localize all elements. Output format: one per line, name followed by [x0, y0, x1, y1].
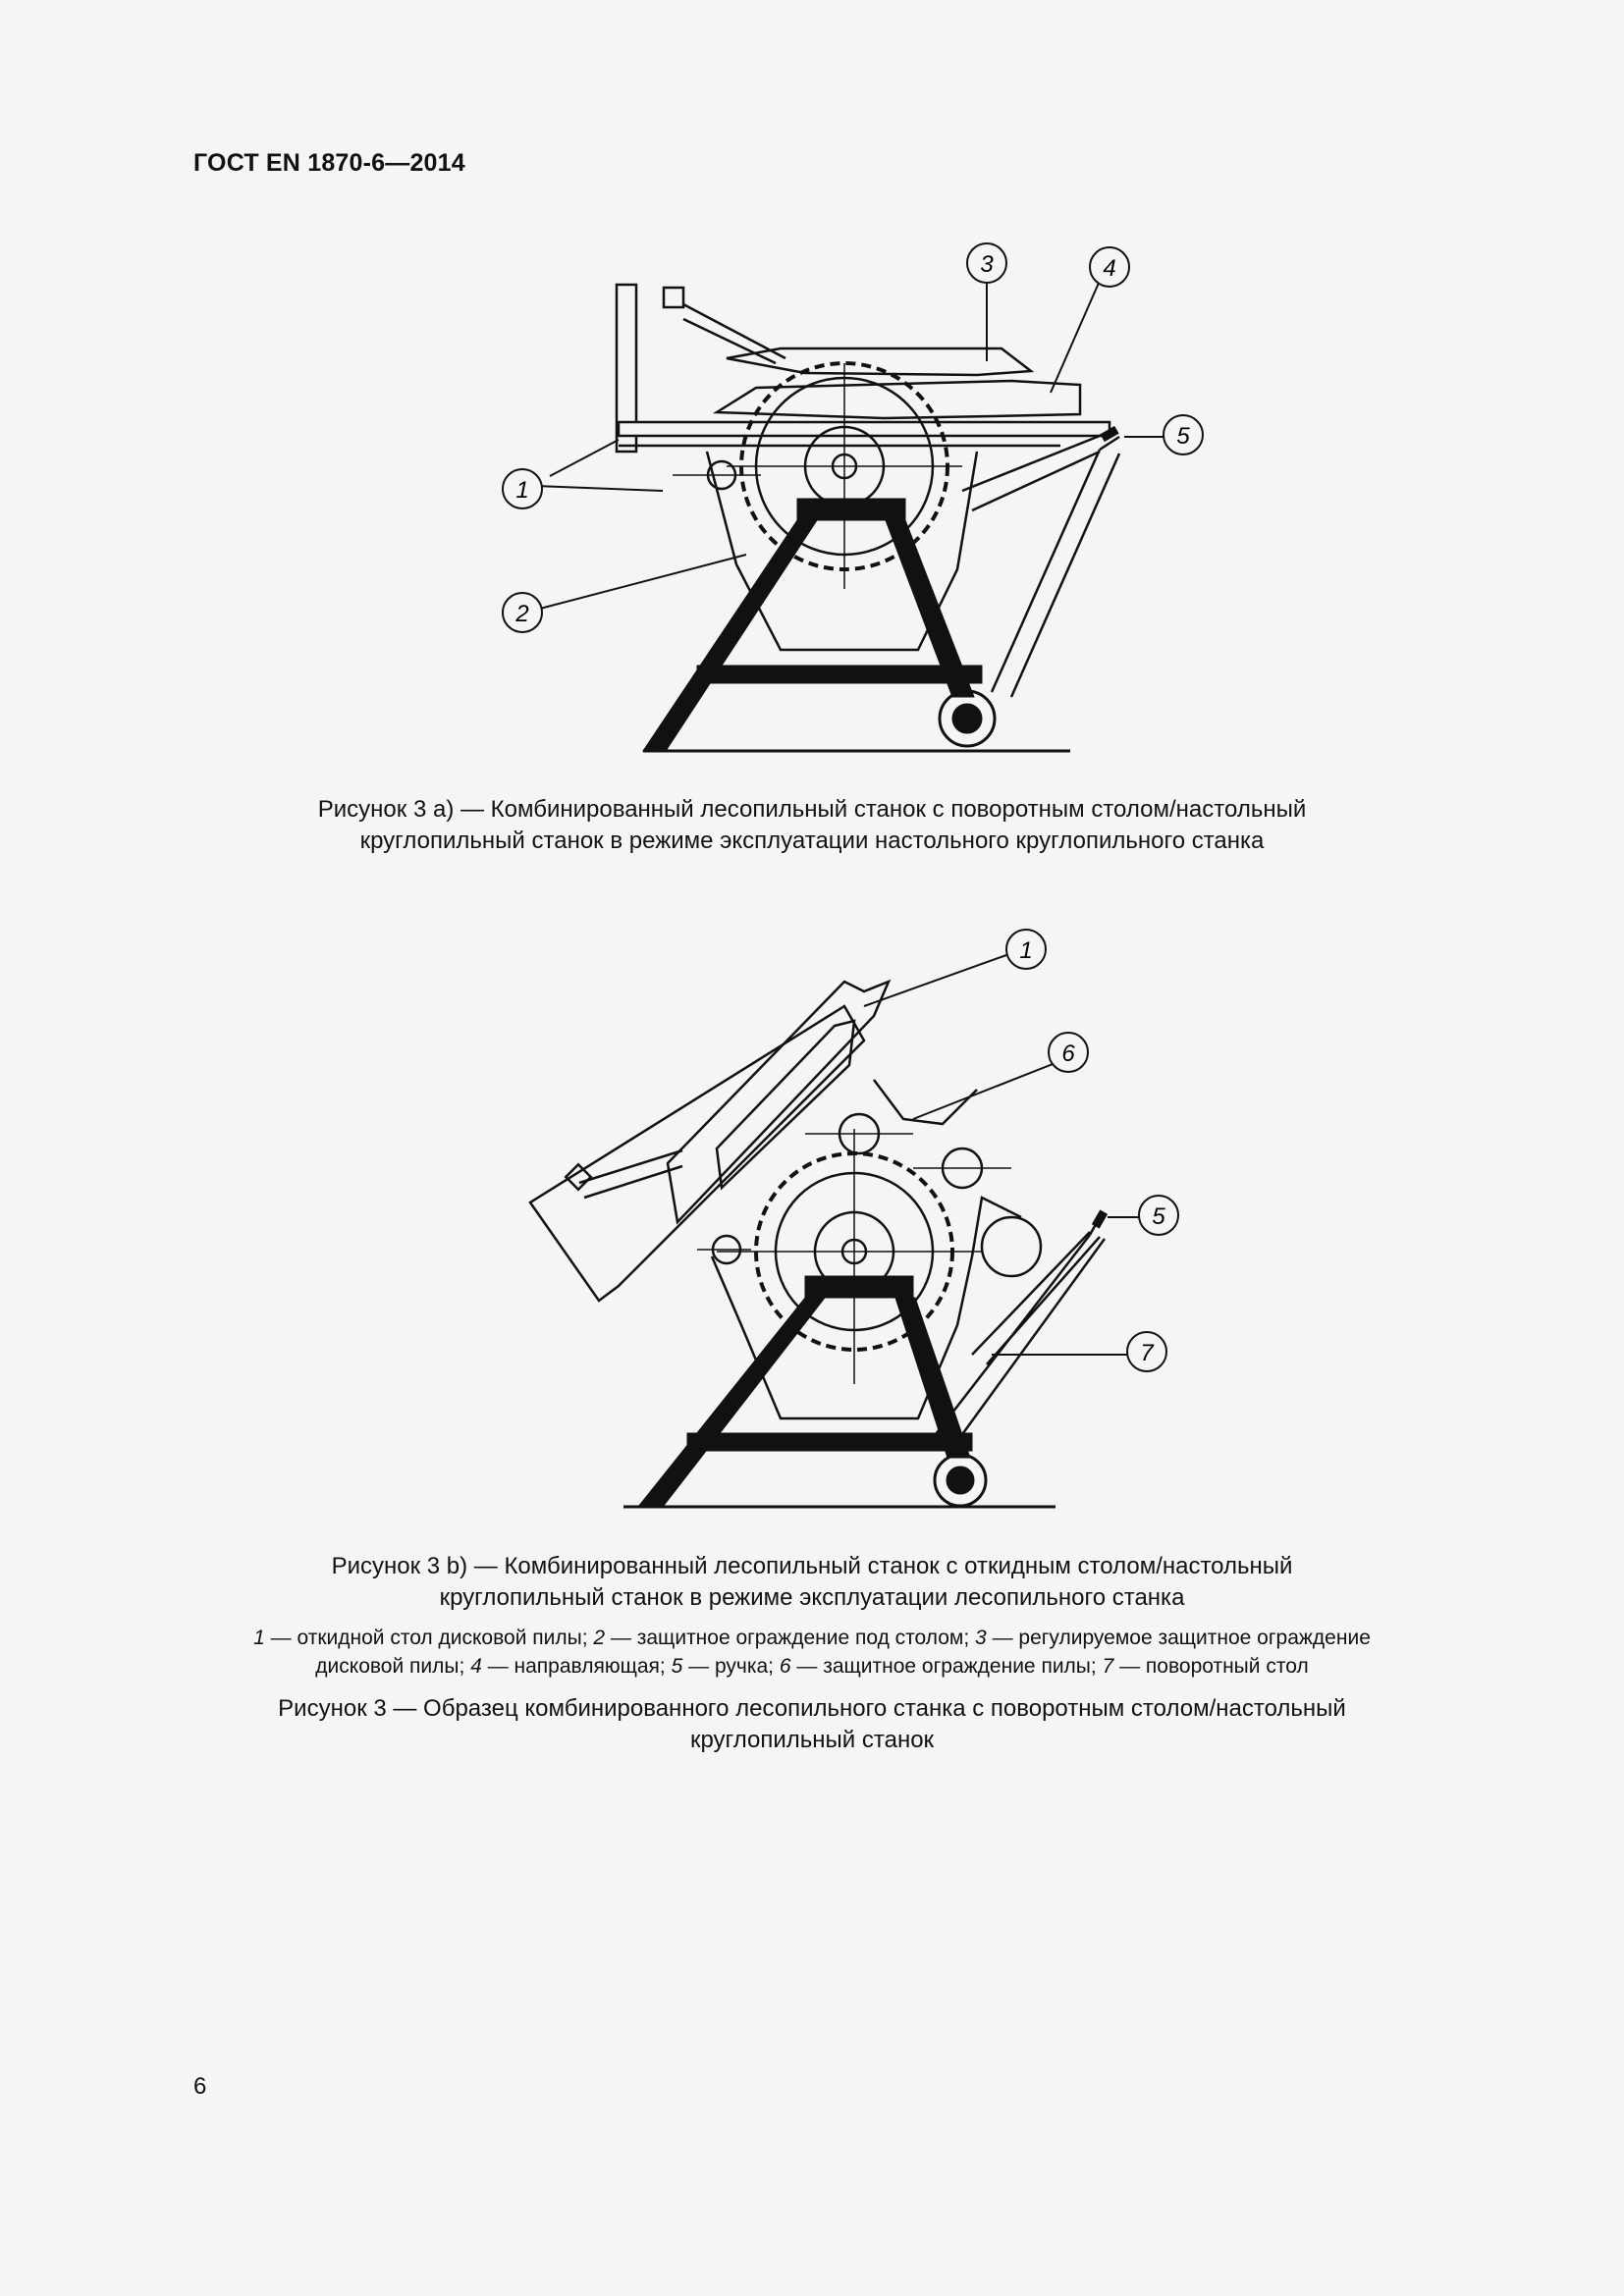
figure-3a-caption-line1: Рисунок 3 a) — Комбинированный лесопильный станок с поворотным столом/настольный: [317, 796, 1307, 823]
svg-text:5: 5: [1176, 423, 1190, 450]
figure-3b-caption-line2: круглопильный станок в режиме эксплуатации лесопильного станка: [439, 1584, 1185, 1611]
svg-text:3: 3: [980, 251, 994, 278]
figure-3a-callout-4: [1090, 247, 1129, 287]
figure-3a-callout-2: [503, 593, 542, 632]
legend-num-3: 3: [975, 1627, 987, 1649]
legend-text-3: — регулируемое защитное ограждение: [986, 1627, 1371, 1649]
figure-3a-callout-1: [503, 469, 542, 508]
figure-3b-callout-6: [1049, 1033, 1088, 1072]
legend-num-1: 1: [253, 1627, 265, 1649]
document-id-header: ГОСТ EN 1870-6—2014: [193, 149, 465, 177]
figure-3a-drawing: [515, 226, 1276, 775]
svg-text:4: 4: [1103, 255, 1116, 282]
page-number: 6: [193, 2073, 207, 2100]
figure-3-caption-line2: круглопильный станок: [689, 1727, 935, 1753]
figure-legend-line2: [0, 1652, 1624, 1681]
legend-num-7: 7: [1102, 1655, 1114, 1678]
figure-3b-caption-line1: Рисунок 3 b) — Комбинированный лесопильный станок с откидным столом/настольный: [331, 1553, 1293, 1579]
figure-3b-callout-5: [1139, 1196, 1178, 1235]
legend-text-1: — откидной стол дисковой пилы;: [264, 1627, 594, 1649]
svg-text:1: 1: [515, 477, 529, 504]
figure-3b-callout-7: [1127, 1332, 1166, 1371]
legend-line2-prefix: дисковой пилы;: [315, 1655, 471, 1678]
figure-3-caption-line1: Рисунок 3 — Образец комбинированного лесопильного станка с поворотным столом/настольный: [278, 1695, 1346, 1722]
legend-text-5: — ручка;: [682, 1655, 780, 1678]
figure-3b-callout-1: [1006, 930, 1046, 969]
svg-text:2: 2: [515, 601, 529, 627]
figure-legend-line1: [0, 1624, 1624, 1652]
legend-num-4: 4: [470, 1655, 482, 1678]
svg-text:1: 1: [1019, 937, 1033, 964]
svg-text:5: 5: [1152, 1203, 1165, 1230]
figure-3a-caption-line2: круглопильный станок в режиме эксплуатации настольного круглопильного станка: [359, 828, 1265, 854]
legend-text-4: — направляющая;: [481, 1655, 672, 1678]
legend-text-2: — защитное ограждение под столом;: [605, 1627, 976, 1649]
legend-num-2: 2: [593, 1627, 606, 1649]
legend-text-6: — защитное ограждение пилы;: [790, 1655, 1103, 1678]
svg-text:7: 7: [1140, 1340, 1154, 1366]
figure-3b-drawing: [520, 923, 1227, 1512]
figure-3a-callout-5: [1164, 415, 1203, 454]
legend-num-5: 5: [671, 1655, 683, 1678]
figure-3a-callout-3: [967, 243, 1006, 283]
legend-text-7: — поворотный стол: [1113, 1655, 1309, 1678]
legend-num-6: 6: [779, 1655, 791, 1678]
svg-text:6: 6: [1061, 1041, 1075, 1067]
